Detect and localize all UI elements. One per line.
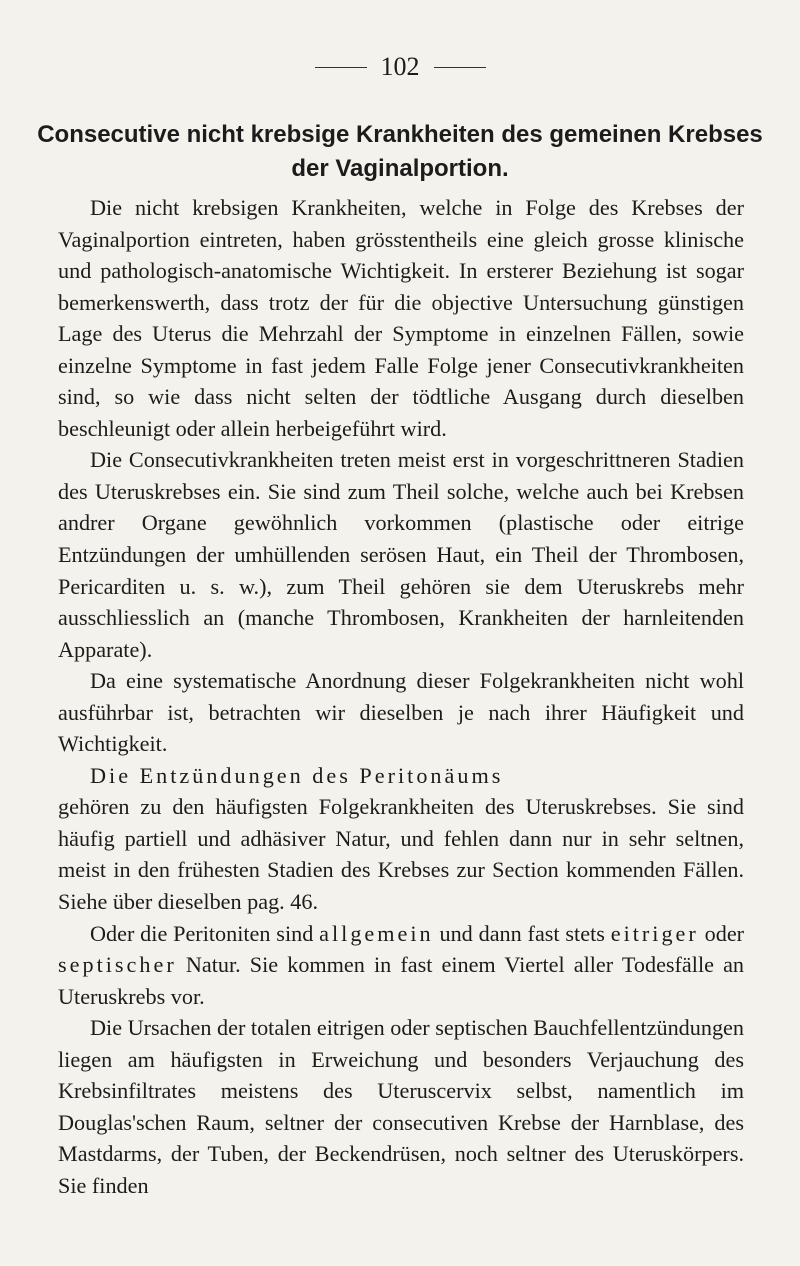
header-rule-right — [434, 67, 486, 68]
title-line-2: der Vaginalportion. — [291, 155, 509, 182]
spaced-word-allgemein: allgemein — [319, 920, 434, 946]
paragraph-5-part-a: Oder die Peritoniten sind — [90, 920, 314, 946]
page-number: 102 — [380, 52, 420, 81]
paragraph-5-part-c: oder — [704, 920, 745, 946]
paragraph-4-text: gehören zu den häufigsten Folgekrankheiten des Uteruskrebses. Sie sind häufig partiell und adhäsiver Natur, und fehlen dann nur in sehr seltnen, meist in den frühesten Stadien des Krebses zur Section kommenden Fällen. Siehe über dieselben pag. 46. — [58, 794, 744, 915]
paragraph-6: Die Ursachen der totalen eitrigen oder septischen Bauchfellentzündungen liegen am häufigsten in Erweichung und besonders Verjauchung des Krebsinfiltrates meistens des Uteruscervix selbst, namentlich im Douglas'schen Raum, seltner der consecutiven Krebse der Harnblase, des Mastdarms, der Tuben, der Beckendrüsen, noch seltner des Uteruskörpers. Sie finden — [58, 1015, 744, 1198]
spaced-heading-peritonaeum: Die Entzündungen des Peritonäums — [90, 762, 504, 788]
paragraph-5-part-d: Natur. Sie kommen in fast einem Viertel aller Todesfälle an Uteruskrebs vor. — [58, 952, 745, 1009]
paragraph-1: Die nicht krebsigen Krankheiten, welche in Folge des Krebses der Vaginalportion eintreten, haben grösstentheils eine gleich grosse klinische und pathologisch-anatomische Wichtigkeit. In ersterer Beziehung ist sogar bemerkenswerth, dass trotz der für die objective Untersuchung günstigen Lage des Uterus die Mehrzahl der Symptome in einzelnen Fällen, sowie einzelne Symptome in fast jedem Falle Folge jener Consecutivkrankheiten sind, so wie dass nicht selten der tödtliche Ausgang durch dieselben beschleunigt oder allein herbeigeführt wird. — [58, 195, 744, 441]
section-title — [0, 118, 800, 186]
paragraph-4 — [58, 760, 744, 918]
header-rule-left — [315, 67, 367, 68]
body-text — [58, 192, 744, 1202]
page-header — [0, 52, 800, 82]
paragraph-2: Die Consecutivkrankheiten treten meist erst in vorgeschrittneren Stadien des Uteruskrebses ein. Sie sind zum Theil solche, welche auch bei Krebsen andrer Organe gewöhnlich vorkommen (plastische oder eitrige Entzündungen der umhüllenden serösen Haut, ein Theil der Thrombosen, Pericarditen u. s. w.), zum Theil gehören sie dem Uteruskrebs mehr ausschliesslich an (manche Thrombosen, Krankheiten der harnleitenden Apparate). — [58, 447, 744, 662]
paragraph-5-part-b: und dann fast stets — [439, 920, 605, 946]
paragraph-3: Da eine systematische Anordnung dieser Folgekrankheiten nicht wohl ausführbar ist, betrachten wir dieselben je nach ihrer Häufigkeit und Wichtigkeit. — [58, 668, 744, 757]
spaced-word-eitriger: eitriger — [610, 920, 699, 946]
paragraph-5 — [58, 918, 744, 1013]
title-line-1: Consecutive nicht krebsige Krankheiten des gemeinen Krebses — [37, 121, 763, 148]
spaced-word-septischer: septischer — [58, 952, 177, 978]
